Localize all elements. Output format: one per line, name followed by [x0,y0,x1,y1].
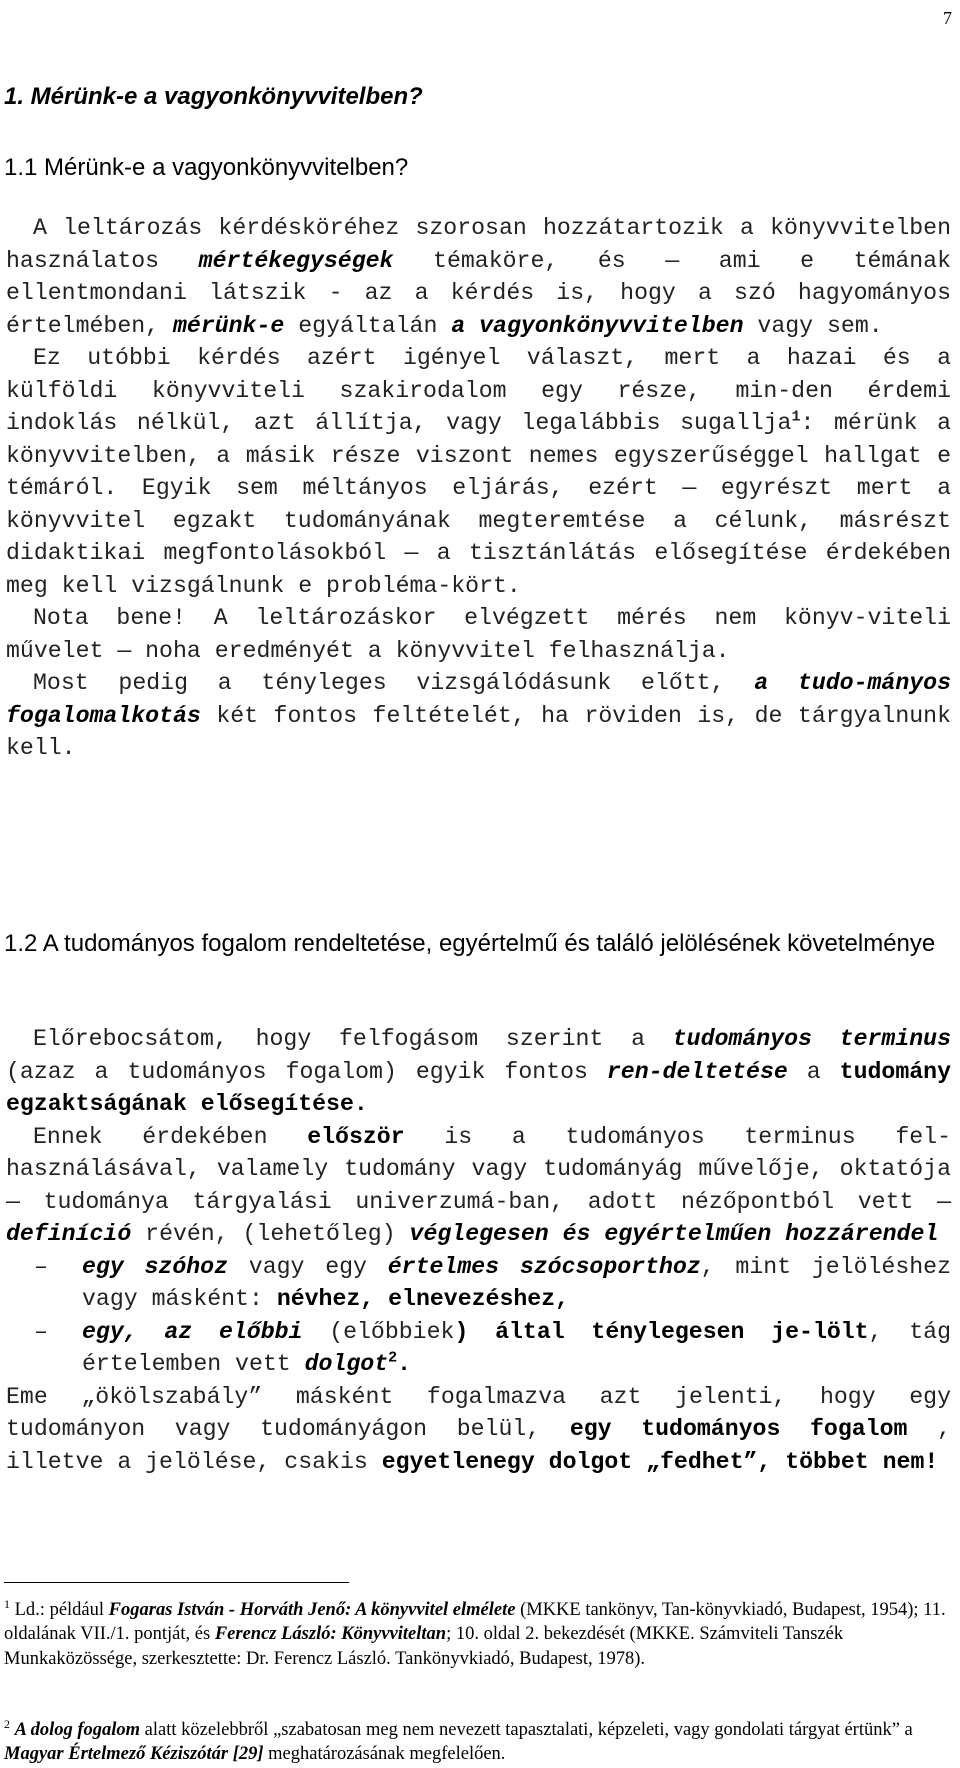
dash-bullet: – [34,1253,48,1280]
s11-paragraph-4: Most pedig a tényleges vizsgálódásunk előtt, a tudo-mányos fogalomalkotás két fontos feltételét, ha röviden is, de tárgyalnunk kell. [6,670,951,761]
section-1-1-title: 1.1 Mérünk-e a vagyonkönyvvitelben? [4,154,409,181]
s11-paragraph-2: Ez utóbbi kérdés azért igényel választ, mert a hazai és a külföldi könyvviteli szakirodalom egy része, min-den érdemi indoklás nélkül, azt állítja, vagy legalábbis sugallja$^1$: mérünk a könyvvitelben, a másik része viszont nemes egyszerűséggel hallgat e témáról. Egyik sem méltányos eljárás, ezért ― egyrészt mert a könyvvitel egzakt tudományának megteremtése a célunk, másrészt didaktikai megfontolásokból ― a tisztánlátás elősegítése érdekében meg kell vizsgálnunk e probléma-kört. [6,345,951,599]
section-1-2-title: 1.2 A tudományos fogalom rendeltetése, egyértelmű és találó jelölésének követelménye [4,930,936,957]
footnote-1: $^1$ Ld.: például Fogaras István - Horváth Jenő: A könyvvitel elmélete (MKKE tankönyv, Tan-könyvkiadó, Budapest, 1954); 11. oldalának VII./1. pontját, és Ferencz László: Könyvviteltan; 10. oldal 2. bekezdését (MKKE. Számviteli Tanszék Munkaközössége, szerkesztette: Dr. Ferencz László. Tankönyvkiadó, Budapest, 1978). [4,1596,946,1669]
footnote-2: $^2$ A dolog fogalom alatt közelebbről „szabatosan meg nem nevezett tapasztalati, képzeleti, vagy gondolati tárgyat értünk” a Magyar Értelmező Kéziszótár [29] meghatározásának megfelelően. [4,1716,913,1765]
s11-paragraph-3: Nota bene! A leltározáskor elvégzett mérés nem könyv-viteli művelet ― noha eredményét a könyvvitel felhasználja. [6,605,951,664]
dash-item-2: – egy, az előbbi (előbbiek) által ténylegesen je-lölt, tág értelemben vett dolgot$^2$. [6,1316,951,1381]
s12-paragraph-1: Előrebocsátom, hogy felfogásom szerint a tudományos terminus (azaz a tudományos fogalom) egyik fontos ren-deltetése a tudomány egzaktságának elősegítése. [6,1026,951,1117]
chapter-title: 1. Mérünk-e a vagyonkönyvvitelben? [4,83,423,110]
dash-bullet: – [34,1318,48,1345]
s11-paragraph-1: A leltározás kérdésköréhez szorosan hozzátartozik a könyvvitelben használatos mértékegységek témaköre, és ― ami e témának ellentmondani látszik - az a kérdés is, hogy a szó hagyományos értelmében, mérünk-e egyáltalán a vagyonkönyvvitelben vagy sem. [6,215,952,339]
section-1-2-body [6,1023,951,1478]
s12-paragraph-3: Eme „ökölszabály” másként fogalmazva azt jelenti, hogy egy tudományon vagy tudományágon belül, egy tudományos fogalom , illetve a jelölése, csakis egyetlenegy dolgot „fedhet”, többet nem! [6,1383,951,1475]
dash-item-1: – egy szóhoz vagy egy értelmes szócsoporthoz, mint jelöléshez vagy másként: névhez, elnevezéshez, [6,1251,951,1316]
footnote-separator [4,1582,349,1583]
footnote-ref-2: 2 [388,1349,398,1367]
page-number: 7 [943,8,952,28]
footnote-ref-1: 1 [791,408,801,426]
s12-paragraph-2: Ennek érdekében először is a tudományos terminus fel-használásával, valamely tudomány vagy tudományág művelője, oktatója ― tudománya tárgyalási univerzumá-ban, adott nézőpontból vett ― definíció révén, (lehetőleg) véglegesen és egyértelműen hozzárendel [6,1123,951,1247]
section-1-1-body [6,212,951,765]
